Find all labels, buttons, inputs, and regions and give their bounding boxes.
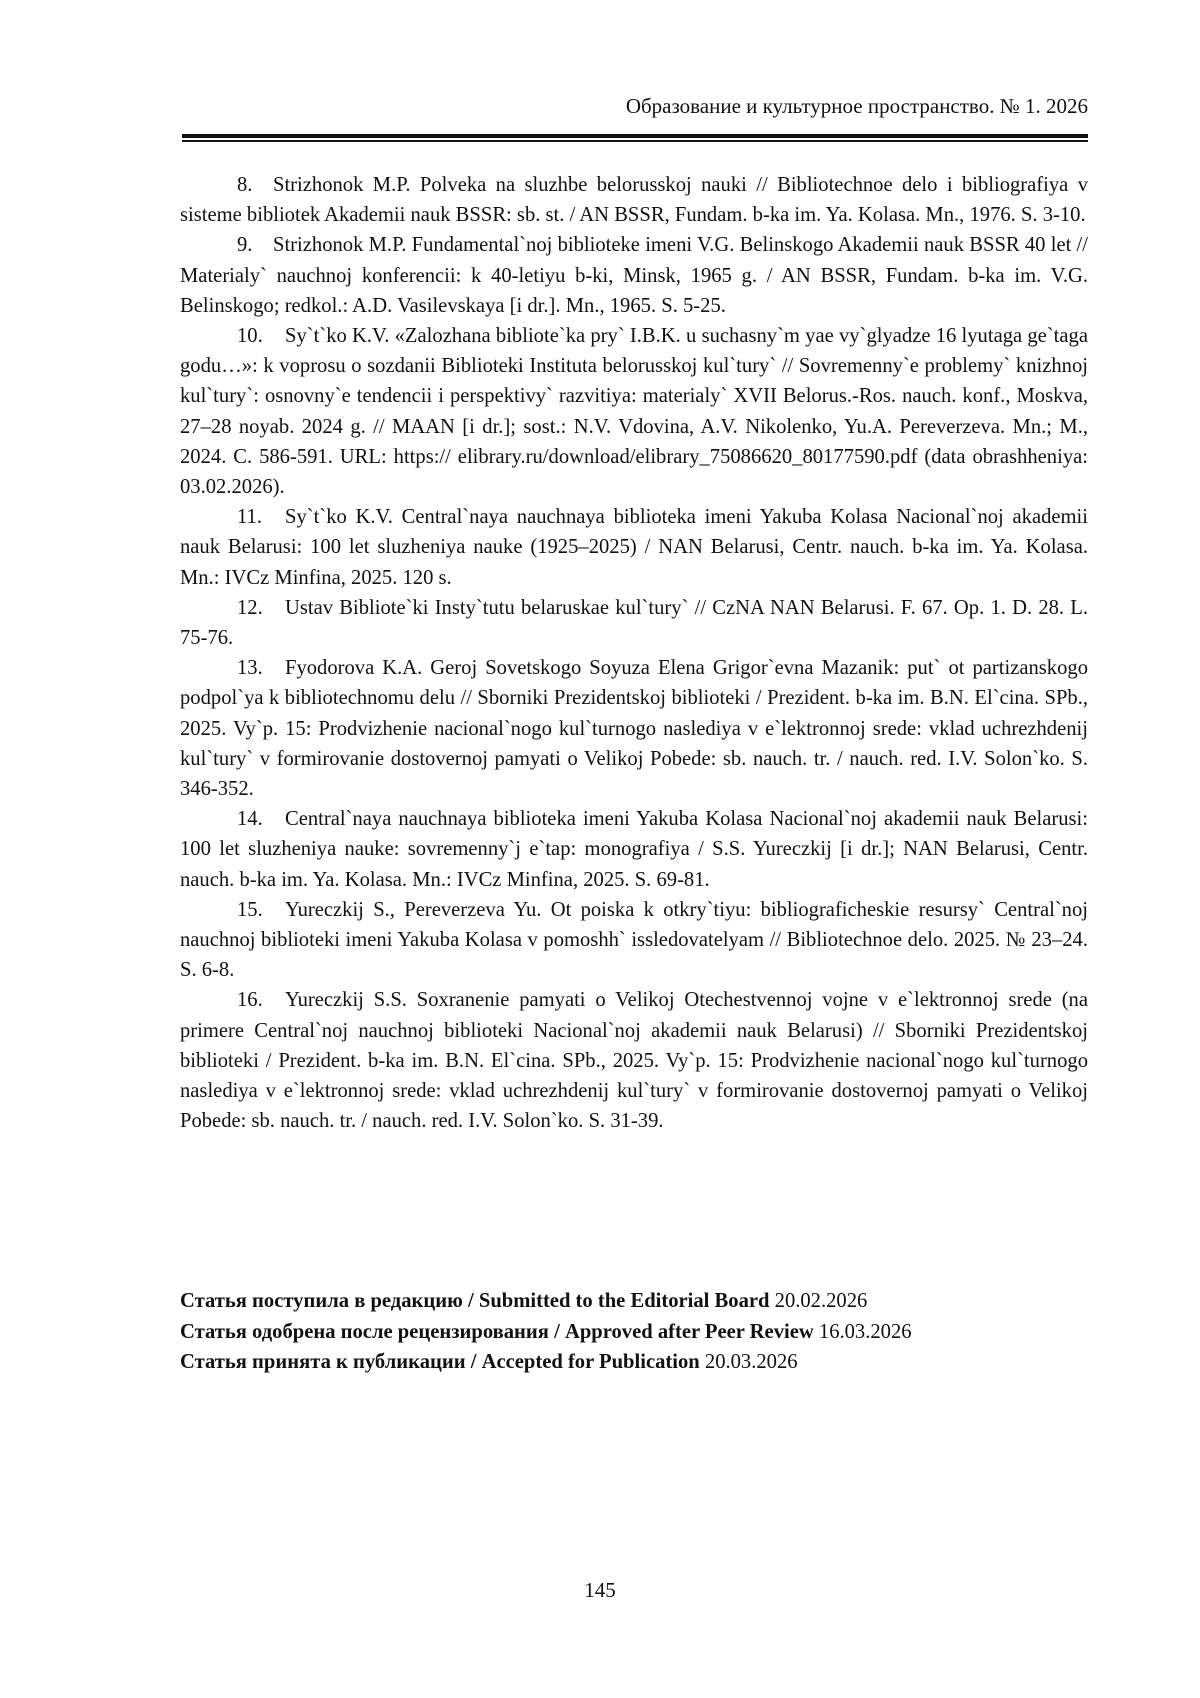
reference-text: Central`naya nauchnaya biblioteka imeni Yakuba Kolasa Nacional`noj akademii nauk Belarusi: 100 let sluzheniya nauke: sovremenny`j e`tap: monografiya / S.S. Yureczkij [i dr.]; NAN Belarusi, Centr. nauch. b-ka im. Ya. Kolasa. Mn.: IVCz Minfina, 2025. S. 69-81.: [180, 808, 1088, 891]
reference-item: [180, 230, 1088, 321]
reference-text: Yureczkij S.S. Soxranenie pamyati o Velikoj Otechestvennoj vojne v e`lektronnoj srede (na primere Central`noj nauchnoj biblioteki Nacional`noj akademii nauk Belarusi) // Sborniki Prezidentskoj biblioteki / Prezident. b-ka im. B.N. El`cina. SPb., 2025. Vy`p. 15: Prodvizhenie nacional`nogo kul`turnogo naslediya v e`lektronnoj srede: vklad uchrezhdenij kul`tury` v formirovanie dostovernoj pamyati o Velikoj Pobede: sb. nauch. tr. / nauch. red. I.V. Solon`ko. S. 31-39.: [180, 989, 1088, 1133]
reference-text: Strizhonok M.P. Polveka na sluzhbe belorusskoj nauki // Bibliotechnoe delo i bibliografiya v sisteme bibliotek Akademii nauk BSSR: sb. st. / AN BSSR, Fundam. b-ka im. Ya. Kolasa. Mn., 1976. S. 3-10.: [180, 174, 1088, 227]
approved-line: [180, 1317, 1088, 1348]
reference-number: 8.: [237, 174, 253, 196]
header-rule-thin: [182, 140, 1088, 142]
submitted-label: Статья поступила в редакцию / Submitted to the Editorial Board: [180, 1290, 770, 1312]
article-dates: [180, 1286, 1088, 1378]
reference-number: 14.: [237, 808, 263, 831]
reference-item: [180, 653, 1088, 804]
reference-item: [180, 593, 1088, 653]
reference-number: 12.: [237, 596, 263, 619]
approved-label: Статья одобрена после рецензирования / Approved after Peer Review: [180, 1320, 814, 1343]
journal-title: Образование и культурное пространство. № 1. 2026: [625, 94, 1088, 118]
approved-date: 16.03.2026: [818, 1320, 912, 1343]
submitted-line: [180, 1286, 1088, 1317]
reference-number: 16.: [237, 989, 263, 1012]
submitted-date: 20.02.2026: [774, 1290, 868, 1312]
reference-text: Ustav Bibliote`ki Insty`tutu belaruskae kul`tury` // CzNA NAN Belarusi. F. 67. Op. 1. D. 28. L. 75-76.: [180, 596, 1088, 650]
reference-item: [180, 321, 1088, 502]
reference-number: 11.: [237, 506, 262, 529]
reference-item: [180, 895, 1088, 986]
reference-item: [180, 170, 1088, 230]
reference-list: [180, 170, 1088, 1137]
running-header: [182, 92, 1088, 120]
reference-text: Yureczkij S., Pereverzeva Yu. Ot poiska k otkry`tiyu: bibliograficheskie resursy` Central`noj nauchnoj biblioteki imeni Yakuba Kolasa v pomoshh` issledovatelyam // Bibliotechnoe delo. 2025. № 23–24. S. 6-8.: [180, 898, 1088, 982]
reference-text: Fyodorova K.A. Geroj Sovetskogo Soyuza Elena Grigor`evna Mazanik: put` ot partizanskogo podpol`ya k bibliotechnomu delu // Sborniki Prezidentskoj biblioteki / Prezident. b-ka im. B.N. El`cina. SPb., 2025. Vy`p. 15: Prodvizhenie nacional`nogo kul`turnogo naslediya v e`lektronnoj srede: vklad uchrezhdenij kul`tury` v formirovanie dostovernoj pamyati o Velikoj Pobede: sb. nauch. tr. / nauch. red. I.V. Solon`ko. S. 346-352.: [180, 657, 1088, 801]
reference-number: 9.: [237, 234, 253, 257]
reference-text: Strizhonok M.P. Fundamental`noj biblioteke imeni V.G. Belinskogo Akademii nauk BSSR 40 let // Materialy` nauchnoj konferencii: k 40-letiyu b-ki, Minsk, 1965 g. / AN BSSR, Fundam. b-ka im. V.G. Belinskogo; redkol.: A.D. Vasilevskaya [i dr.]. Mn., 1965. S. 5-25.: [180, 234, 1088, 317]
reference-number: 13.: [237, 657, 263, 680]
reference-number: 10.: [237, 325, 263, 348]
accepted-label: Статья принята к публикации / Accepted for Publication: [180, 1351, 700, 1373]
header-rule: [182, 134, 1088, 142]
reference-item: [180, 502, 1088, 593]
header-rule-thick: [182, 134, 1088, 138]
accepted-date: 20.03.2026: [704, 1351, 798, 1373]
reference-item: [180, 985, 1088, 1136]
page-number: 145: [584, 1578, 616, 1602]
accepted-line: [180, 1347, 1088, 1378]
reference-text: Sy`t`ko K.V. «Zalozhana bibliote`ka pry` I.B.K. u suchasny`m yae vy`glyadze 16 lyutaga ge`taga godu…»: k voprosu o sozdanii Biblioteki Instituta belorusskoj kul`tury` // Sovremenny`e problemy` knizhnoj kul`tury`: osnovny`e tendencii i perspektivy` razvitiya: materialy` XVII Belorus.-Ros. nauch. konf., Moskva, 27–28 noyab. 2024 g. // MAAN [i dr.]; sost.: N.V. Vdovina, A.V. Nikolenko, Yu.A. Pereverzeva. Mn.; M., 2024. C. 586-591. URL: https:// elibrary.ru/download/elibrary_75086620_80177590.pdf (data obrashheniya: 03.02.2026).: [180, 325, 1088, 499]
reference-text: Sy`t`ko K.V. Central`naya nauchnaya biblioteka imeni Yakuba Kolasa Nacional`noj akademii nauk Belarusi: 100 let sluzheniya nauke (1925–2025) / NAN Belarusi, Centr. nauch. b-ka im. Ya. Kolasa. Mn.: IVCz Minfina, 2025. 120 s.: [180, 506, 1088, 589]
reference-number: 15.: [237, 898, 263, 921]
reference-item: [180, 804, 1088, 895]
